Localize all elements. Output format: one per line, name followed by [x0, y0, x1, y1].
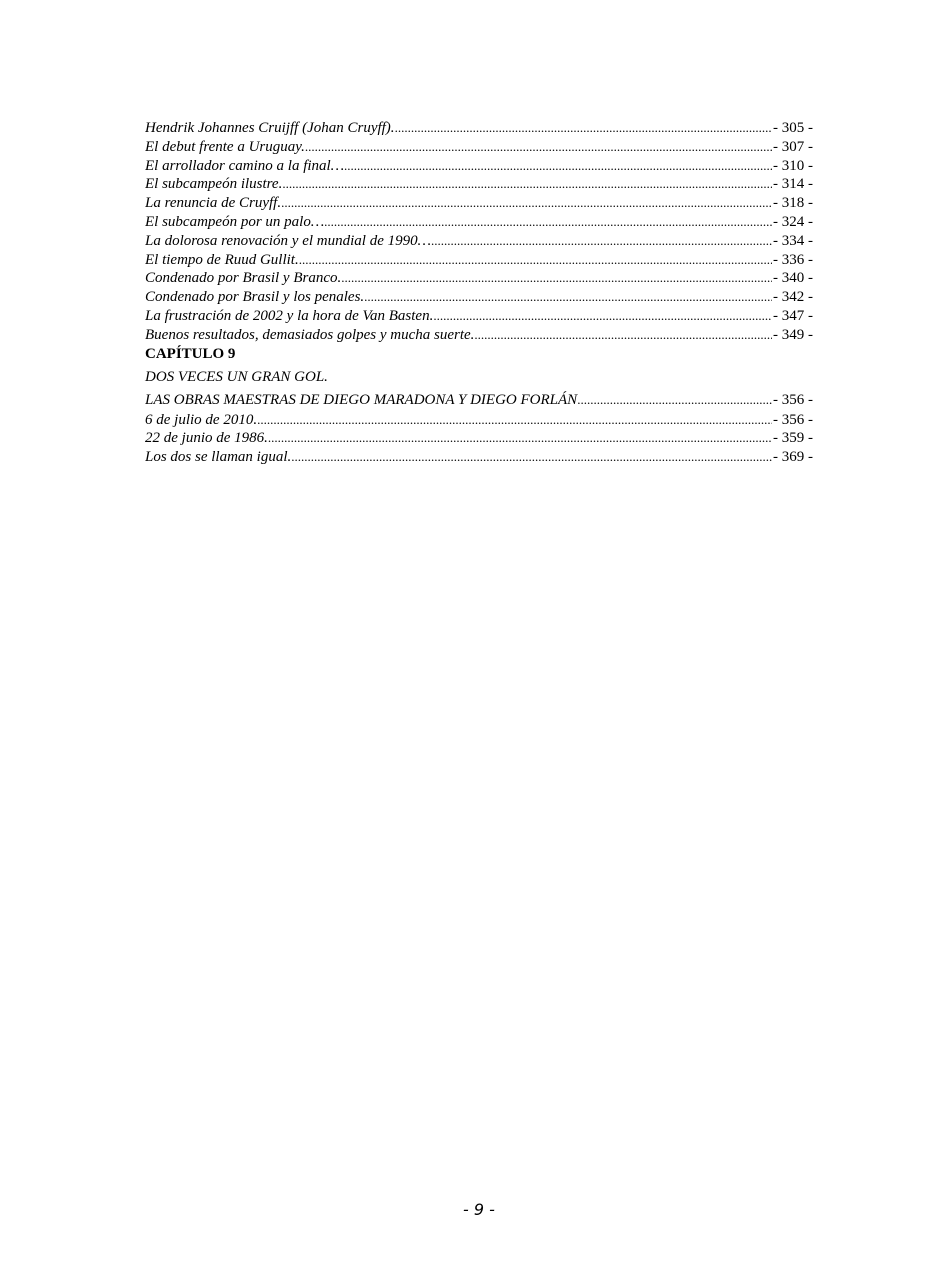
toc-entry-title: La renuncia de Cruyff.	[145, 195, 282, 212]
toc-entry[interactable]	[145, 213, 813, 232]
toc-entry-title: Hendrik Johannes Cruijff (Johan Cruyff).	[145, 120, 395, 136]
page-number: - 9 -	[463, 1200, 495, 1219]
toc-entry-title: El subcampeón ilustre.	[145, 176, 283, 193]
toc-entry-title: 22 de junio de 1986.	[145, 430, 268, 447]
toc-entry-page: - 347 -	[773, 307, 813, 324]
chapter-heading: CAPÍTULO 9	[145, 345, 236, 362]
toc-leader-dots	[474, 326, 772, 345]
toc-leader-dots	[291, 448, 772, 467]
toc-entry-page: - 305 -	[773, 120, 813, 136]
toc-entry-title: LAS OBRAS MAESTRAS DE DIEGO MARADONA Y DIEGO FORLÁN	[145, 391, 578, 408]
toc-leader-dots	[577, 388, 772, 411]
toc-leader-dots	[268, 429, 772, 448]
toc-entry[interactable]	[145, 411, 813, 430]
toc-entry[interactable]	[145, 307, 813, 326]
toc-leader-dots	[433, 307, 772, 326]
toc-entry-title: Buenos resultados, demasiados golpes y mucha suerte.	[145, 326, 475, 343]
toc-entry-page: - 310 -	[773, 157, 813, 174]
toc-entry[interactable]	[145, 157, 813, 176]
toc-entry-title: Condenado por Brasil y los penales.	[145, 289, 365, 306]
toc-entry-page: - 356 -	[773, 391, 813, 408]
toc-entry-page: - 318 -	[773, 195, 813, 212]
toc-leader-dots	[281, 194, 772, 213]
toc-entry[interactable]	[145, 194, 813, 213]
toc-entry-title: Los dos se llaman igual.	[145, 449, 292, 466]
toc-entry-page: - 359 -	[773, 430, 813, 447]
toc-entry-page: - 340 -	[773, 270, 813, 287]
toc-entry-page: - 314 -	[773, 176, 813, 193]
toc-entry-title: La dolorosa renovación y el mundial de 1990…	[145, 232, 431, 249]
toc-entry-title: El tiempo de Ruud Gullit.	[145, 251, 299, 268]
toc-leader-dots	[364, 288, 772, 307]
toc-entry[interactable]	[145, 175, 813, 194]
toc-entry-title: La frustración de 2002 y la hora de Van Basten.	[145, 307, 434, 324]
toc-entry-page: - 324 -	[773, 213, 813, 230]
toc-leader-dots	[282, 175, 772, 194]
toc-entry[interactable]	[145, 326, 813, 345]
toc-entry-page: - 307 -	[773, 138, 813, 155]
toc-entry-title: El debut frente a Uruguay.	[145, 138, 305, 155]
toc-leader-dots	[431, 232, 772, 251]
toc-entry[interactable]	[145, 251, 813, 270]
toc-entry[interactable]	[145, 138, 813, 157]
toc-leader-dots	[257, 411, 772, 430]
table-of-contents	[145, 119, 813, 467]
chapter-subtitle: DOS VECES UN GRAN GOL.	[145, 368, 328, 385]
toc-chapter-title-entry[interactable]	[145, 388, 813, 411]
toc-entry[interactable]	[145, 119, 813, 138]
toc-leader-dots	[305, 138, 772, 157]
toc-entry-title: Condenado por Brasil y Branco.	[145, 270, 342, 287]
toc-leader-dots	[341, 269, 772, 288]
toc-entry[interactable]	[145, 429, 813, 448]
toc-leader-dots	[324, 213, 772, 232]
toc-leader-dots	[395, 119, 772, 138]
toc-entry-page: - 349 -	[773, 326, 813, 343]
toc-entry[interactable]	[145, 232, 813, 251]
toc-leader-dots	[344, 157, 772, 176]
toc-entry-page: - 356 -	[773, 411, 813, 428]
toc-entry-page: - 342 -	[773, 289, 813, 306]
toc-entry-page: - 334 -	[773, 232, 813, 249]
toc-entry-page: - 369 -	[773, 449, 813, 466]
toc-entry-title: 6 de julio de 2010.	[145, 411, 258, 428]
toc-entry-page: - 336 -	[773, 251, 813, 268]
toc-entry[interactable]	[145, 448, 813, 467]
toc-entry-title: El subcampeón por un palo…	[145, 213, 325, 230]
toc-entry[interactable]	[145, 269, 813, 288]
toc-entry[interactable]	[145, 288, 813, 307]
toc-entry-title: El arrollador camino a la final…	[145, 157, 345, 174]
toc-leader-dots	[299, 251, 772, 270]
